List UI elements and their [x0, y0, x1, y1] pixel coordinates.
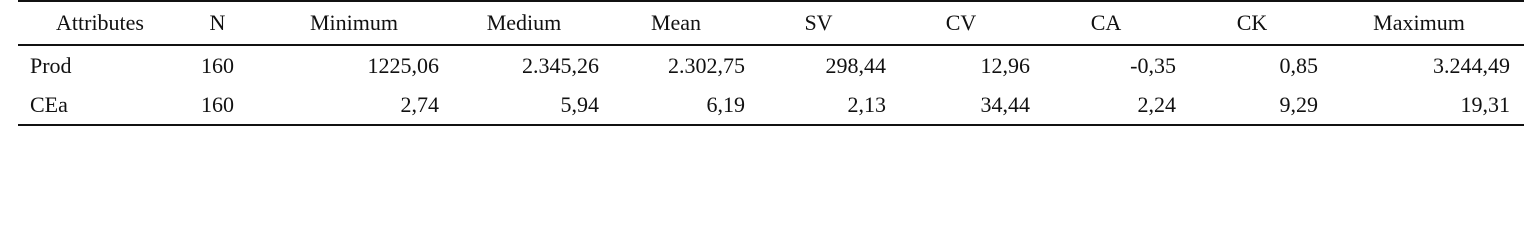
cell-attribute: Prod — [30, 52, 72, 78]
header-ca: CA — [1036, 1, 1186, 45]
cell-ck: 9,29 — [1186, 85, 1328, 125]
statistics-table-container — [18, 0, 1510, 126]
cell-sv: 2,13 — [751, 85, 892, 125]
cell-mean: 6,19 — [607, 85, 751, 125]
cell-maximum: 3.244,49 — [1433, 52, 1510, 78]
header-sv: SV — [751, 1, 892, 45]
header-mean: Mean — [607, 1, 751, 45]
cell-mean: 2.302,75 — [668, 52, 745, 78]
cell-cv: 34,44 — [892, 85, 1036, 125]
cell-n: 160 — [170, 85, 265, 125]
cell-ca: -0,35 — [1130, 52, 1176, 78]
table-header — [18, 1, 1524, 45]
header-minimum: Minimum — [265, 1, 449, 45]
cell-attribute: CEa — [18, 85, 170, 125]
cell-ck: 0,85 — [1279, 52, 1318, 78]
cell-minimum: 2,74 — [265, 85, 449, 125]
header-ck: CK — [1186, 1, 1328, 45]
table-row-cea — [18, 85, 1524, 125]
header-row — [18, 1, 1524, 45]
cell-minimum: 1225,06 — [367, 52, 439, 78]
header-cv: CV — [892, 1, 1036, 45]
cell-maximum: 19,31 — [1328, 85, 1524, 125]
header-attributes: Attributes — [18, 1, 170, 45]
cell-ca: 2,24 — [1036, 85, 1186, 125]
cell-medium: 2.345,26 — [522, 52, 599, 78]
table-body — [18, 45, 1524, 125]
cell-cv: 12,96 — [980, 52, 1030, 78]
table-row-prod — [18, 45, 1524, 85]
cell-medium: 5,94 — [449, 85, 607, 125]
header-maximum: Maximum — [1328, 1, 1524, 45]
cell-sv: 298,44 — [825, 52, 886, 78]
header-medium: Medium — [449, 1, 607, 45]
descriptive-statistics-table — [18, 0, 1524, 126]
cell-n: 160 — [201, 52, 234, 78]
header-n: N — [170, 1, 265, 45]
